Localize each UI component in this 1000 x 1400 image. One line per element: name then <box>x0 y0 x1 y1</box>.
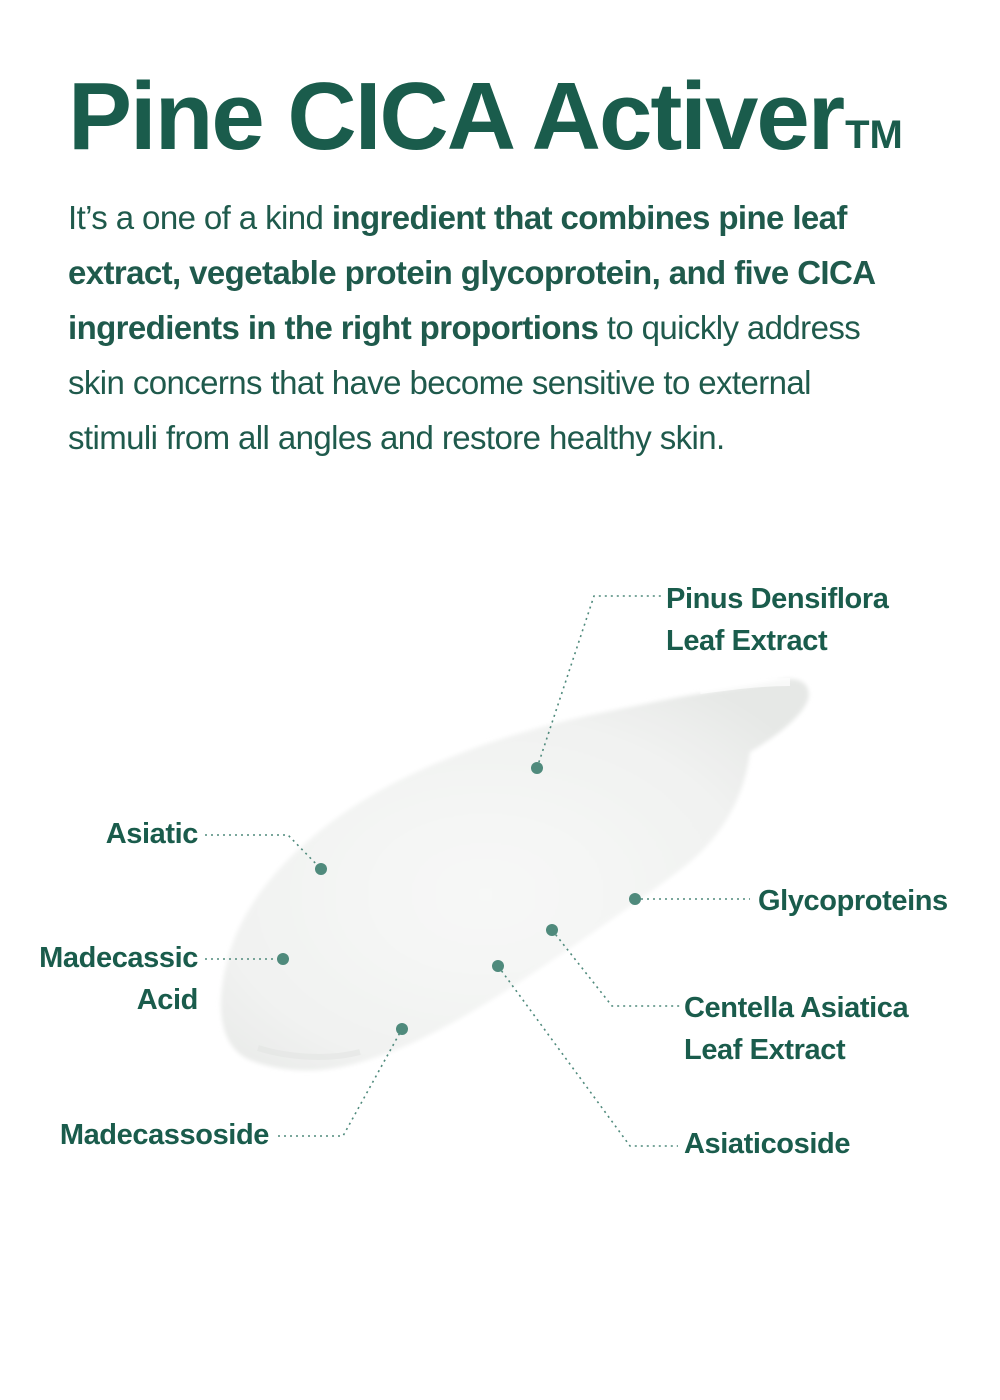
asiaticoside-line1: Asiaticoside <box>684 1128 851 1160</box>
madecassic-line1: Madecassic <box>39 942 198 974</box>
label-asiatic <box>106 813 198 855</box>
asiaticoside-leader-line <box>498 966 678 1146</box>
madecassic-dot <box>277 953 289 965</box>
title-text: Pine CICA Activer <box>68 63 844 170</box>
label-pinus-densiflora <box>666 578 888 662</box>
glycoproteins-dot <box>629 893 641 905</box>
asiatic-dot <box>315 863 327 875</box>
trademark-symbol: TM <box>845 113 903 157</box>
description-outro: to quickly address skin concerns that have become sensitive to external stimuli from all angles and restore healthy skin. <box>68 309 861 456</box>
description-highlight: ingredient that combines pine leaf extract, vegetable protein glycoprotein, and five CICA ingredients in the right proportions <box>68 199 875 346</box>
centella-line1: Centella Asiatica <box>684 992 909 1024</box>
label-glycoproteins <box>758 880 948 922</box>
pinus-line1: Pinus Densiflora <box>666 583 889 615</box>
label-centella-asiatica <box>684 987 908 1071</box>
label-madecassic-acid <box>39 937 198 1021</box>
description-intro: It’s a one of a kind <box>68 199 332 236</box>
pinus-line2: Leaf Extract <box>666 625 828 657</box>
pinus-dot <box>531 762 543 774</box>
centella-dot <box>546 924 558 936</box>
asiatic-line1: Asiatic <box>105 818 198 850</box>
glycoproteins-line1: Glycoproteins <box>758 885 948 917</box>
madecassic-line2: Acid <box>136 984 198 1016</box>
madecassoside-line1: Madecassoside <box>59 1119 269 1151</box>
madecassoside-dot <box>396 1023 408 1035</box>
label-madecassoside <box>60 1114 269 1156</box>
label-asiaticoside <box>684 1123 850 1165</box>
centella-line2: Leaf Extract <box>684 1034 846 1066</box>
asiaticoside-dot <box>492 960 504 972</box>
